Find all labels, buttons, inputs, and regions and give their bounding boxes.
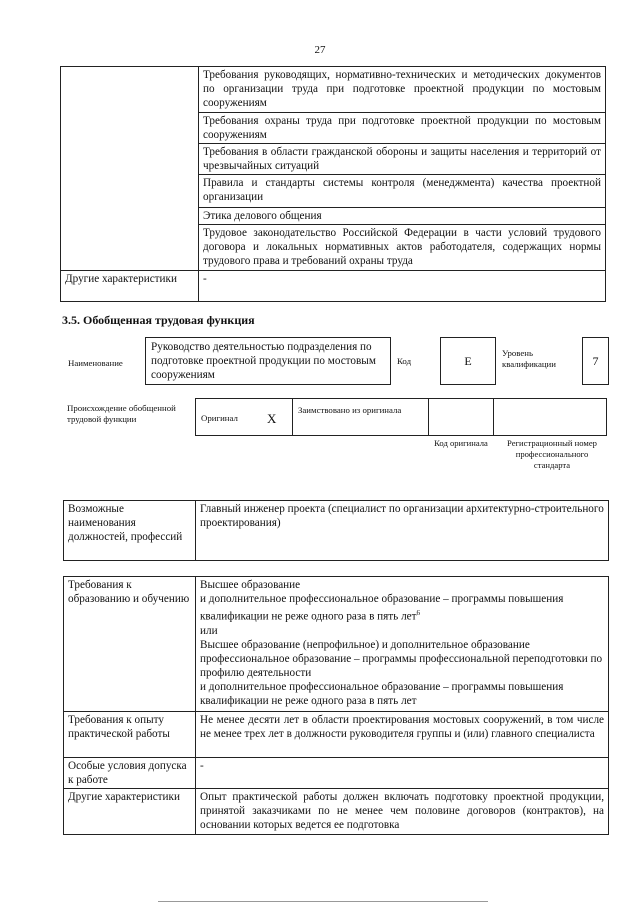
bottom-rule [158, 901, 488, 902]
experience-label: Требования к опыту практической работы [64, 712, 196, 758]
knowledge-item: Этика делового общения [199, 208, 606, 225]
original-label: Оригинал [201, 413, 238, 423]
knowledge-label-cell [61, 67, 199, 271]
knowledge-item: Правила и стандарты системы контроля (менеджмента) качества проектной организации [199, 175, 606, 208]
positions-table [63, 500, 609, 561]
other-characteristics-label: Другие характеристики [61, 271, 199, 302]
registration-number-caption: Регистрационный номер профессионального стандарта [507, 438, 597, 470]
other-characteristics-value: Опыт практической работы должен включать подготовку проектной продукции, принятой заказчиками по не менее чем половине договоров (контрактов), на основании которых ведется ее подготовка [196, 789, 609, 835]
experience-value: Не менее десяти лет в области проектирования мостовых сооружений, в том числе не менее трех лет в должности руководителя группы и (или) главного специалиста [196, 712, 609, 758]
other-characteristics-value: - [199, 271, 606, 302]
education-line: и дополнительное профессиональное образование – программы повышения квалификации не реже одного раза в пять лет [200, 593, 564, 623]
special-conditions-value: - [196, 758, 609, 789]
knowledge-table [60, 66, 606, 302]
page-number: 27 [314, 44, 326, 56]
positions-label: Возможные наименования должностей, профессий [64, 501, 196, 561]
section-title: 3.5. Обобщенная трудовая функция [62, 313, 255, 327]
education-label: Требования к образованию и обучению [64, 577, 196, 712]
divider [428, 398, 429, 436]
level-value-box: 7 [582, 337, 609, 385]
positions-value: Главный инженер проекта (специалист по организации архитектурно-строительного проектирования) [196, 501, 609, 561]
education-line: Высшее образование (непрофильное) и дополнительное образование профессиональное образование – программы профессиональной переподготовки по профилю деятельности [200, 638, 603, 679]
knowledge-item: Требования охраны труда при подготовке проектной продукции по мостовым сооружениям [199, 113, 606, 144]
knowledge-item: Требования в области гражданской обороны и защиты населения и территорий от чрезвычайных ситуаций [199, 144, 606, 175]
borrowed-label: Заимствовано из оригинала [298, 405, 402, 415]
knowledge-item: Требования руководящих, нормативно-технических и методических документов по организации труда при подготовке проектной продукции по мостовым сооружениям [199, 67, 606, 113]
divider [292, 398, 293, 436]
other-characteristics-label: Другие характеристики [64, 789, 196, 835]
education-cell [196, 577, 609, 712]
footnote-mark: 6 [416, 609, 421, 617]
education-line: или [200, 624, 218, 637]
name-label: Наименование [68, 358, 123, 368]
education-line: и дополнительное профессиональное образование – программы повышения квалификации не реже одного раза в пять лет [200, 680, 564, 707]
education-line-with-footnote [200, 592, 604, 624]
function-name-box: Руководство деятельностью подразделения по подготовке проектной продукции по мостовым сооружениям [145, 337, 391, 385]
education-line: Высшее образование [200, 579, 301, 591]
code-label: Код [397, 356, 412, 366]
original-mark: X [267, 411, 277, 426]
code-original-caption: Код оригинала [434, 438, 488, 448]
divider [493, 398, 494, 436]
requirements-table [63, 576, 609, 835]
level-label: Уровень квалификации [502, 348, 556, 369]
code-value-box: E [440, 337, 496, 385]
special-conditions-label: Особые условия допуска к работе [64, 758, 196, 789]
origin-row [195, 398, 607, 436]
knowledge-item: Трудовое законодательство Российской Федерации в части условий трудового договора и локальных нормативных актов работодателя, содержащих нормы трудового права и требований охраны труда [199, 225, 606, 271]
origin-label: Происхождение обобщенной трудовой функции [67, 403, 176, 424]
